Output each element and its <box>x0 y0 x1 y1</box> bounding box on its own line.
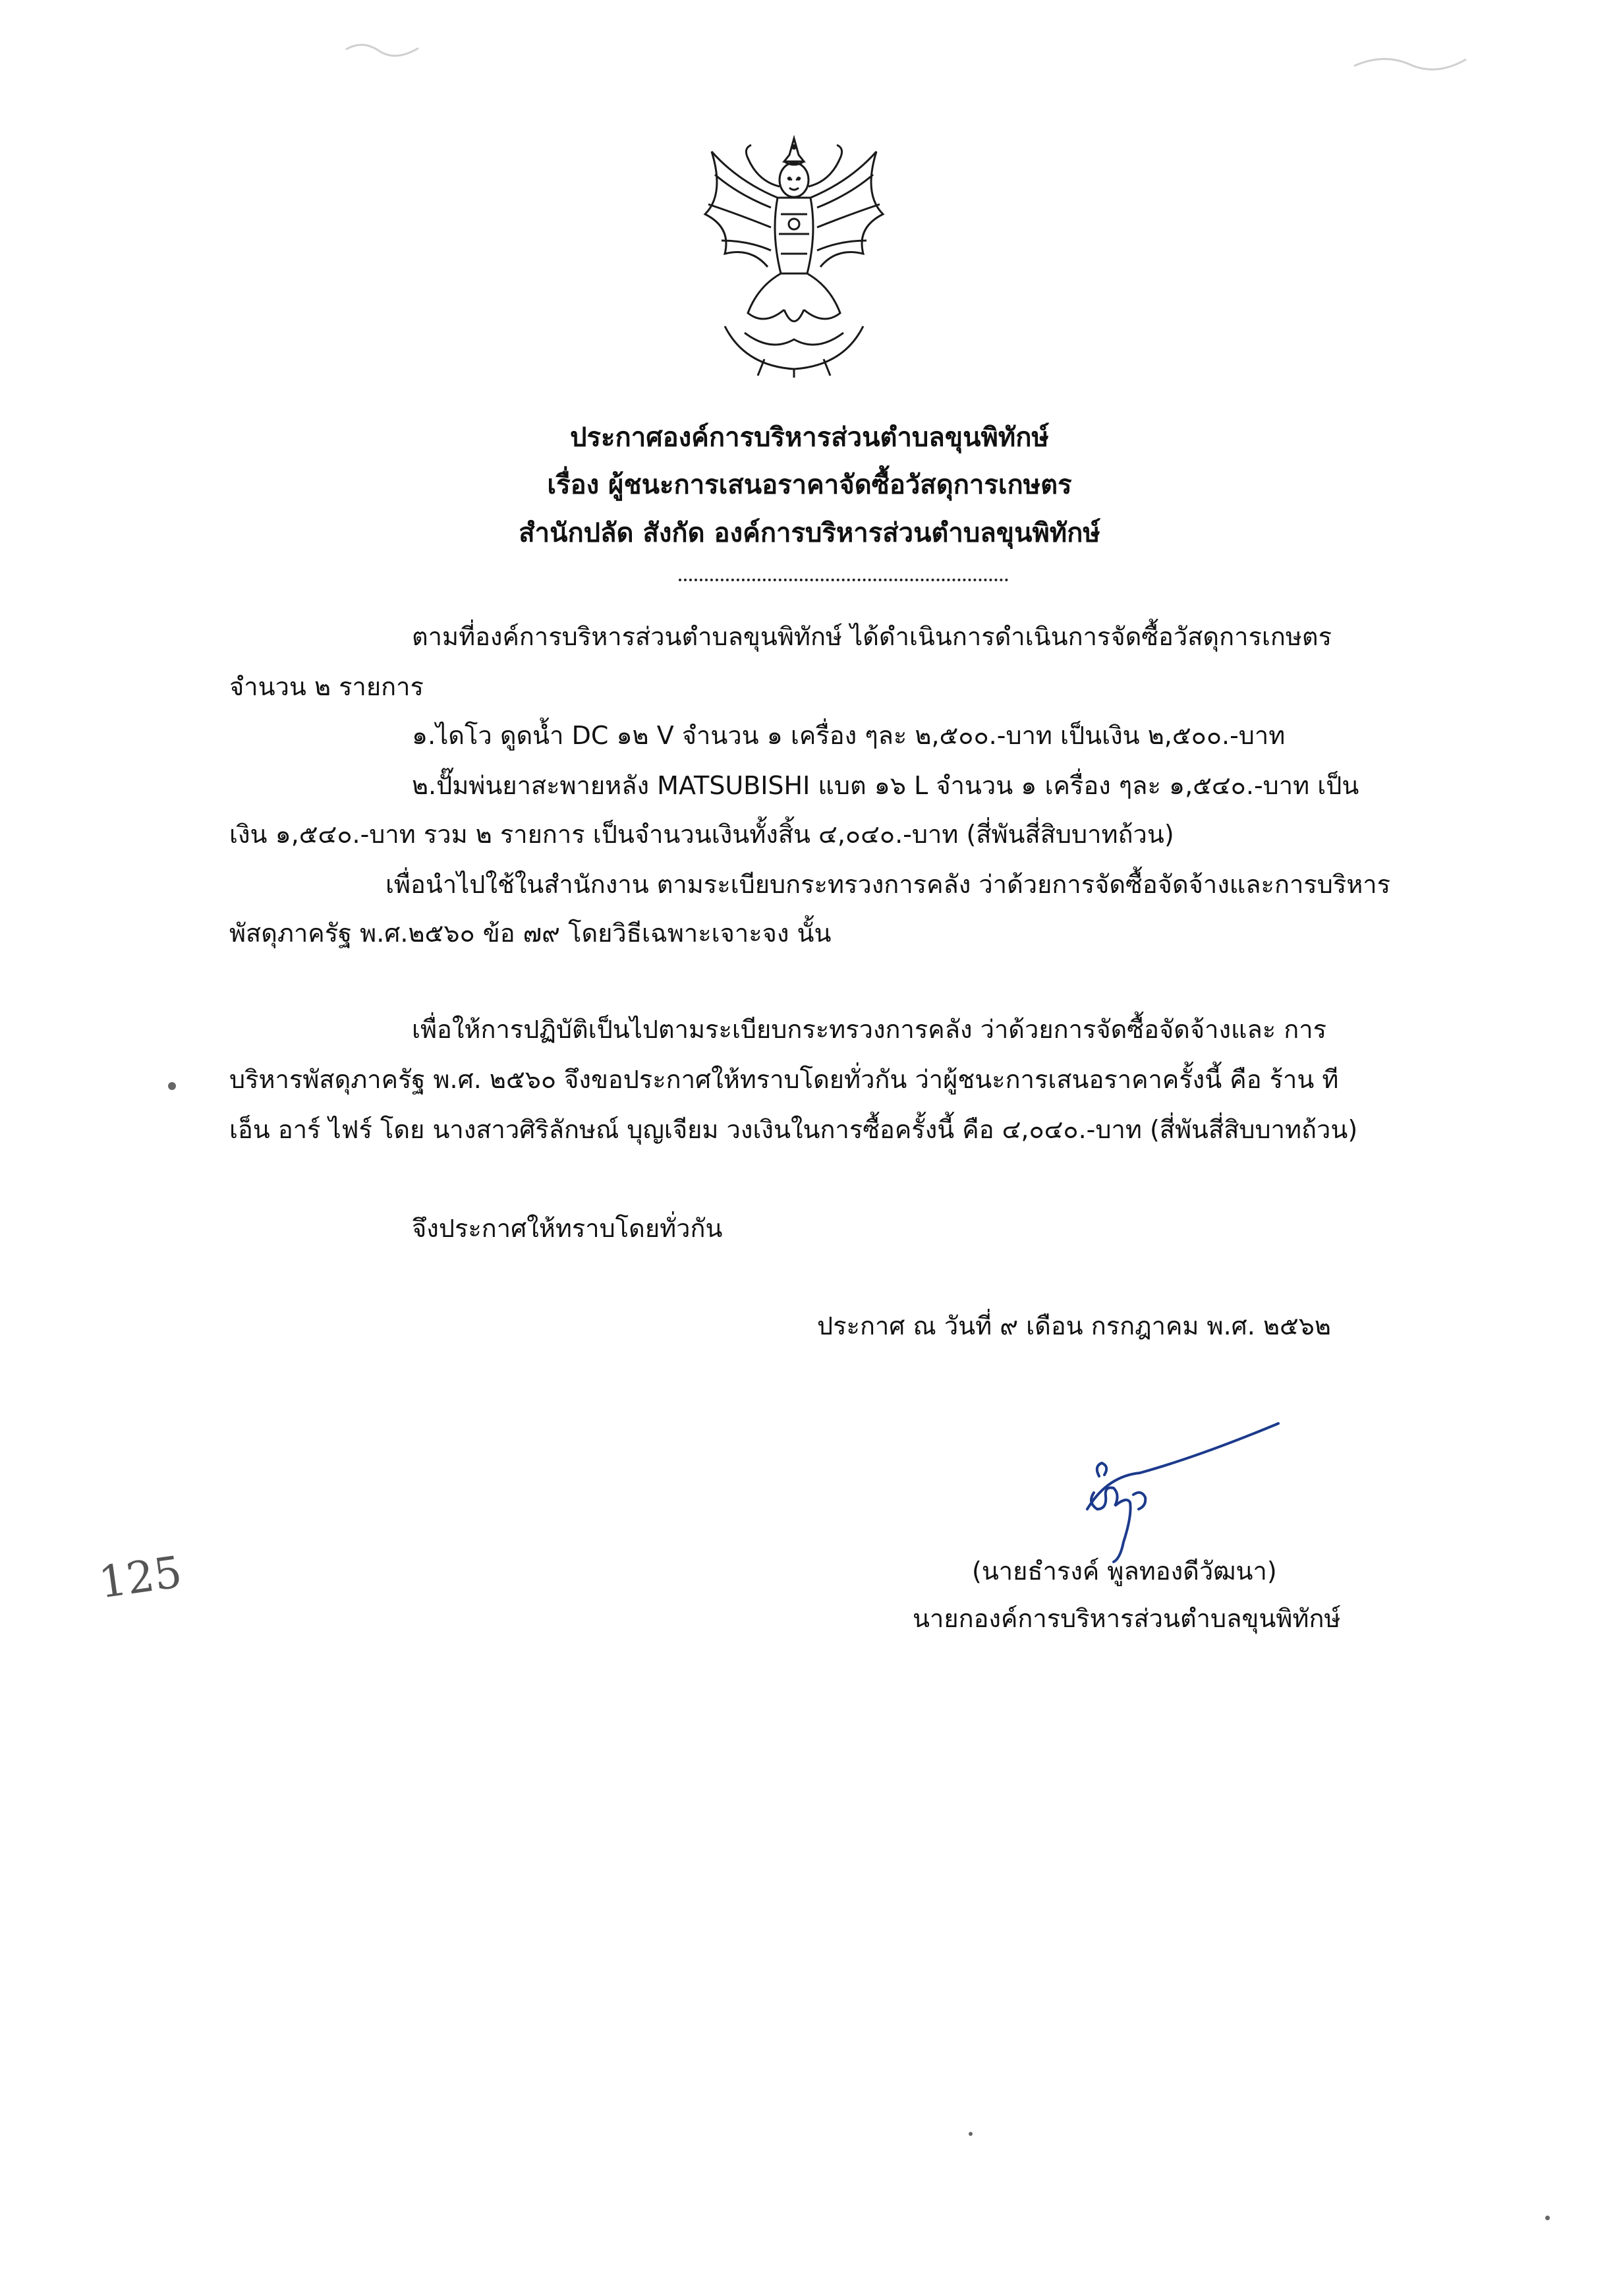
signature-image <box>1067 1410 1292 1568</box>
signer-position: นายกองค์การบริหารส่วนตำบลขุนพิทักษ์ <box>913 1604 1341 1633</box>
para1-line1: ตามที่องค์การบริหารส่วนตำบลขุนพิทักษ์ ได้ดำเนินการดำเนินการจัดซื้อวัสดุการเกษตร <box>412 622 1332 651</box>
dotted-divider <box>679 579 1008 581</box>
announce-statement: จึงประกาศให้ทราบโดยทั่วกัน <box>412 1214 723 1243</box>
item-1: ๑.ไดโว ดูดน้ำ DC ๑๒ V จำนวน ๑ เครื่อง ๆละ ๒,๕๐๐.-บาท เป็นเงิน ๒,๕๐๐.-บาท <box>412 721 1286 750</box>
scan-speck <box>1545 2216 1550 2220</box>
para3-line3: เอ็น อาร์ ไฟร์ โดย นางสาวศิริลักษณ์ บุญเจียม วงเงินในการซื้อครั้งนี้ คือ ๔,๐๔๐.-บาท (สี่พันสี่สิบบาทถ้วน) <box>229 1115 1358 1144</box>
item-2-line1: ๒.ปั๊มพ่นยาสะพายหลัง MATSUBISHI แบต ๑๖ L จำนวน ๑ เครื่อง ๆละ ๑,๕๔๐.-บาท เป็น <box>412 771 1359 800</box>
scan-speck <box>168 1082 176 1090</box>
signer-name: (นายธำรงค์ พูลทองดีวัฒนา) <box>972 1557 1277 1586</box>
para2-line1: เพื่อนำไปใช้ในสำนักงาน ตามระเบียบกระทรวงการคลัง ว่าด้วยการจัดซื้อจัดจ้างและการบริหาร <box>385 870 1391 899</box>
item-2-line2: เงิน ๑,๕๔๐.-บาท รวม ๒ รายการ เป็นจำนวนเงินทั้งสิ้น ๔,๐๔๐.-บาท (สี่พันสี่สิบบาทถ้วน) <box>229 820 1174 849</box>
para3-line1: เพื่อให้การปฏิบัติเป็นไปตามระเบียบกระทรวงการคลัง ว่าด้วยการจัดซื้อจัดจ้างและ การ <box>412 1015 1327 1044</box>
announcement-title: ประกาศองค์การบริหารส่วนตำบลขุนพิทักษ์ <box>570 422 1049 453</box>
scan-speck <box>969 2132 973 2136</box>
handwritten-margin-number: 125 <box>96 1546 185 1609</box>
para2-line2: พัสดุภาครัฐ พ.ศ.๒๕๖๐ ข้อ ๗๙ โดยวิธีเฉพาะเจาะจง นั้น <box>229 919 832 948</box>
para3-line2: บริหารพัสดุภาครัฐ พ.ศ. ๒๕๖๐ จึงขอประกาศให้ทราบโดยทั่วกัน ว่าผู้ชนะการเสนอราคาครั้งนี้ คือ ร้าน ที <box>229 1065 1339 1094</box>
announcement-subject: เรื่อง ผู้ชนะการเสนอราคาจัดซื้อวัสดุการเกษตร <box>547 470 1072 500</box>
garuda-emblem-icon <box>685 135 903 379</box>
scan-artifact <box>343 36 422 63</box>
para1-line2: จำนวน ๒ รายการ <box>229 672 424 701</box>
scan-artifact <box>1351 46 1469 76</box>
announcement-date: ประกาศ ณ วันที่ ๙ เดือน กรกฎาคม พ.ศ. ๒๕๖๒ <box>817 1311 1331 1340</box>
announcement-department: สำนักปลัด สังกัด องค์การบริหารส่วนตำบลขุนพิทักษ์ <box>519 518 1100 548</box>
